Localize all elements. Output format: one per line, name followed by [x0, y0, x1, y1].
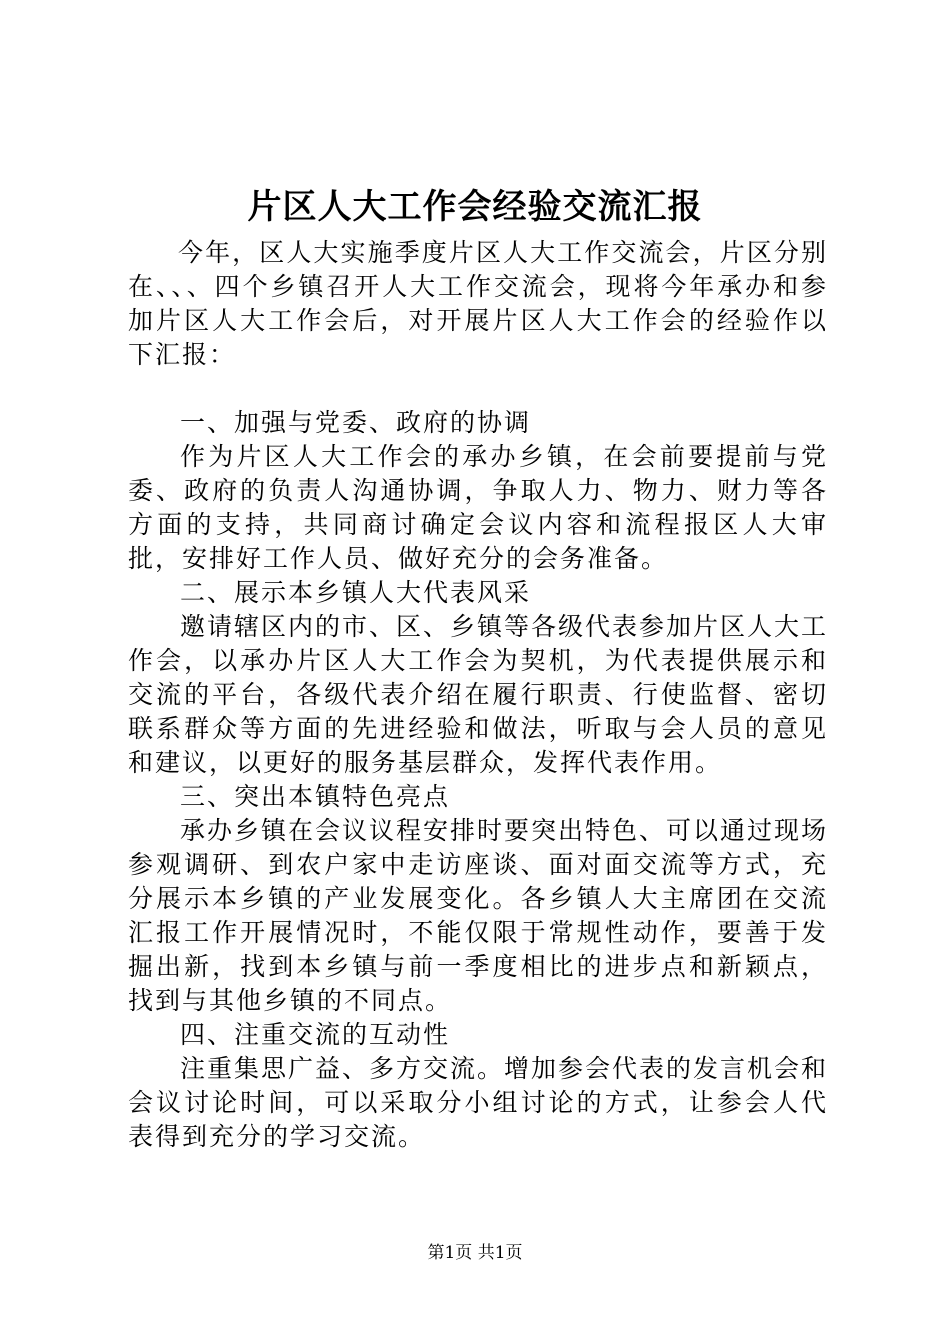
page-footer: 第1页 共1页 [427, 1243, 523, 1263]
section-2-body: 邀请辖区内的市、区、乡镇等各级代表参加片区人大工作会，以承办片区人大工作会为契机，为代表提供展示和交流的平台，各级代表介绍在履行职责、行使监督、密切联系群众等方面的先进经验和做法，听取与会人员的意见和建议，以更好的服务基层群众，发挥代表作用。 [128, 612, 829, 777]
intro-paragraph: 今年，区人大实施季度片区人大工作交流会，片区分别在、、、四个乡镇召开人大工作交流会，现将今年承办和参加片区人大工作会后，对开展片区人大工作会的经验作以下汇报： [128, 238, 828, 369]
section-1-body: 作为片区人大工作会的承办乡镇，在会前要提前与党委、政府的负责人沟通协调，争取人力、物力、财力等各方面的支持，共同商讨确定会议内容和流程报区人大审批，安排好工作人员、做好充分的会务准备。 [128, 442, 828, 573]
section-3-body: 承办乡镇在会议议程安排时要突出特色、可以通过现场参观调研、到农户家中走访座谈、面对面交流等方式，充分展示本乡镇的产业发展变化。各乡镇人大主席团在交流汇报工作开展情况时，不能仅限于常规性动作，要善于发掘出新，找到本乡镇与前一季度相比的进步点和新颖点，找到与其他乡镇的不同点。 [128, 816, 829, 1015]
blank-line [128, 372, 828, 406]
section-2-heading: 二、展示本乡镇人大代表风采 [180, 578, 532, 607]
section-1-heading: 一、加强与党委、政府的协调 [180, 408, 532, 437]
document-title: 片区人大工作会经验交流汇报 [247, 187, 703, 227]
section-4-heading: 四、注重交流的互动性 [180, 1020, 451, 1049]
document-body [128, 236, 828, 1154]
section-3-heading: 三、突出本镇特色亮点 [180, 782, 451, 811]
section-4-body: 注重集思广益、多方交流。增加参会代表的发言机会和会议讨论时间，可以采取分小组讨论的方式，让参会人代表得到充分的学习交流。 [128, 1054, 829, 1151]
